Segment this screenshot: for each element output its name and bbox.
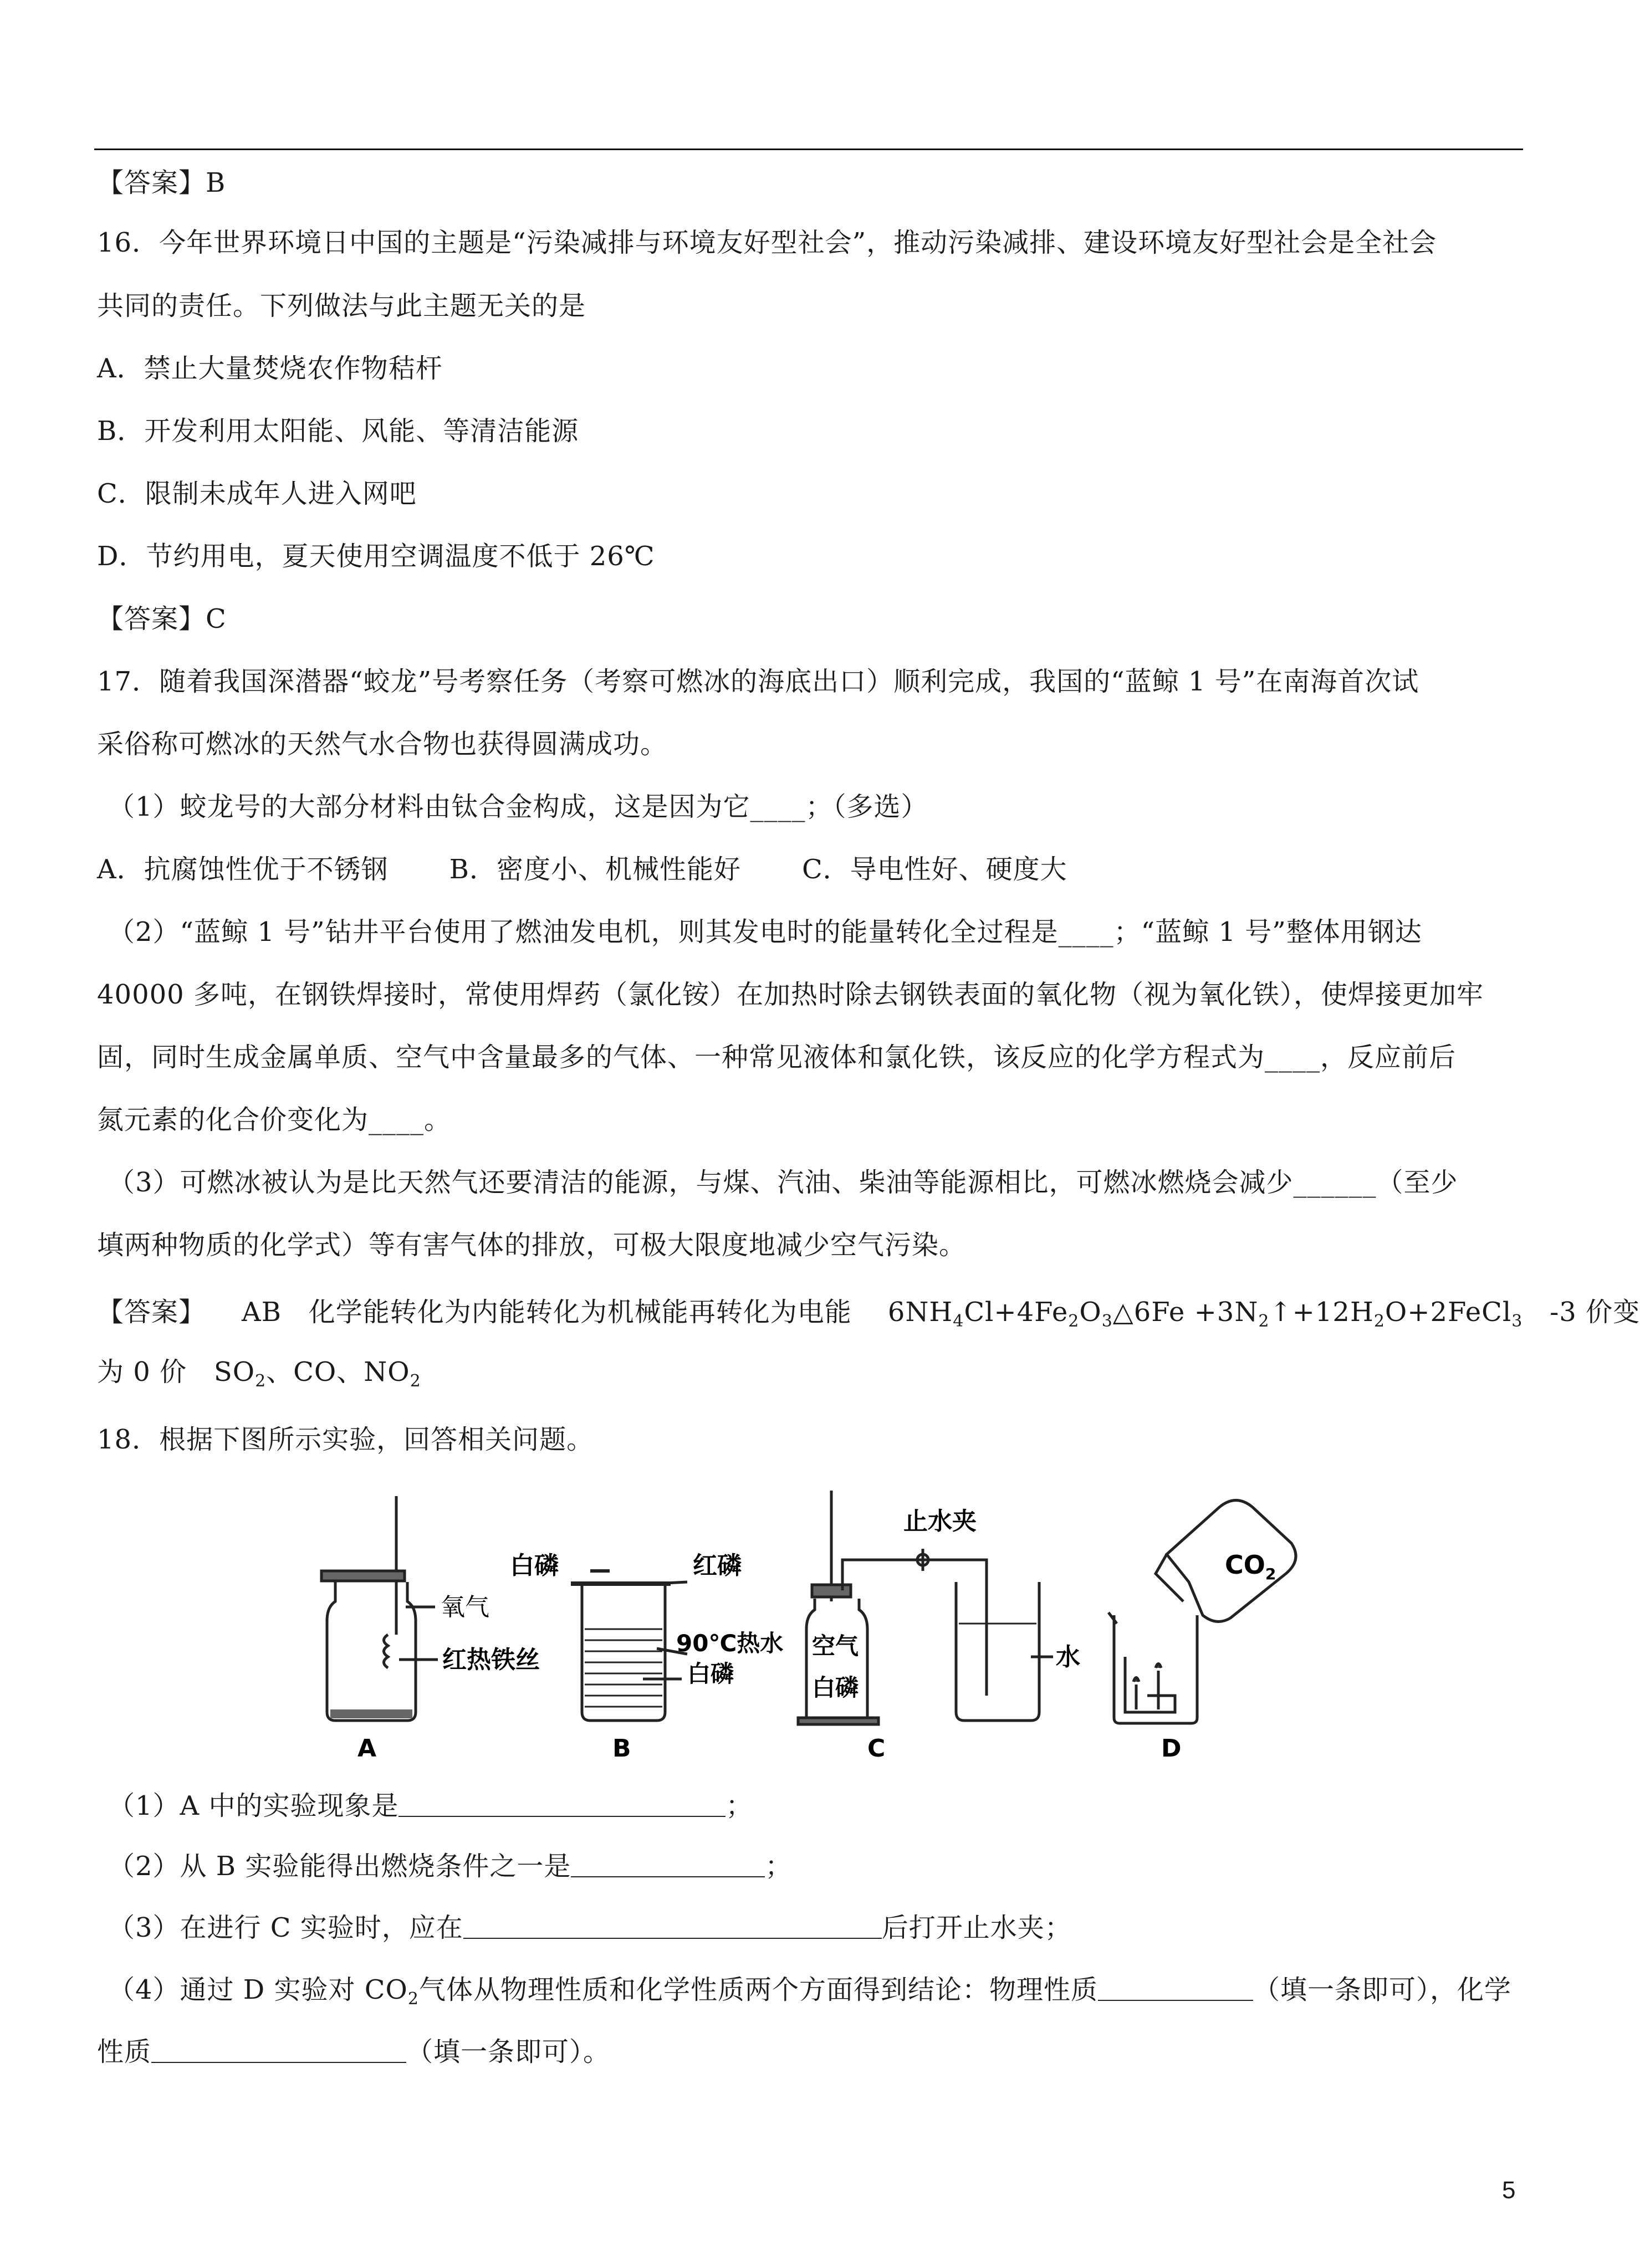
label-air: 空气 xyxy=(812,1632,859,1660)
option-c: C．导电性好、硬度大 xyxy=(801,854,1067,885)
question-18: 18．根据下图所示实验，回答相关问题。 xyxy=(97,1424,594,1455)
label-oxygen: 氧气 xyxy=(441,1593,489,1621)
label-red-phosphorus: 红磷 xyxy=(693,1552,742,1580)
question-17-line-2: 采俗称可燃冰的天然气水合物也获得圆满成功。 xyxy=(97,729,668,760)
question-16-option-d: D．节约用电，夏天使用空调温度不低于 26℃ xyxy=(97,541,655,572)
question-18-sub-3: （3）在进行 C 实验时，应在 后打开止水夹； xyxy=(108,1912,1072,1943)
question-17-sub-3-line-2: 填两种物质的化学式）等有害气体的排放，可极大限度地减少空气污染。 xyxy=(97,1230,967,1261)
page-number: 5 xyxy=(1502,2177,1516,2204)
label-red-hot-wire: 红热铁丝 xyxy=(442,1646,540,1674)
question-17-sub-2-line-2: 40000 多吨，在钢铁焊接时，常使用焊药（氯化铵）在加热时除去钢铁表面的氧化物（视为氧化铁），使焊接更加牢 xyxy=(97,979,1484,1010)
label-b: B xyxy=(612,1734,631,1763)
question-16-option-b: B．开发利用太阳能、风能、等清洁能源 xyxy=(97,416,579,447)
answer-16: 【答案】C xyxy=(97,603,227,634)
apparatus-a xyxy=(321,1496,438,1721)
option-a: A．抗腐蚀性优于不锈钢 xyxy=(97,854,389,885)
apparatus-b xyxy=(571,1571,687,1721)
label-co2: $CO_2$ xyxy=(1225,1550,1276,1583)
question-16-line-1: 16．今年世界环境日中国的主题是“污染减排与环境友好型社会”，推动污染减排、建设环境友好型社会是全社会 xyxy=(97,227,1437,258)
question-17-line-1: 17．随着我国深潜器“蛟龙”号考察任务（考察可燃冰的海底出口）顺利完成，我国的“蓝鲸 1 号”在南海首次试 xyxy=(97,666,1419,697)
question-16-option-a: A．禁止大量焚烧农作物秸杆 xyxy=(97,353,443,384)
label-white-phosphorus-top: 白磷 xyxy=(510,1552,559,1580)
question-16-line-2: 共同的责任。下列做法与此主题无关的是 xyxy=(97,290,586,321)
answer-energy: 化学能转化为内能转化为机械能再转化为电能 xyxy=(308,1297,852,1328)
answer-blank-5[interactable] xyxy=(151,2037,406,2063)
answer-valence-end: 为 0 价 xyxy=(97,1356,187,1388)
question-18-sub-2: （2）从 B 实验能得出燃烧条件之一是 ； xyxy=(108,1851,793,1882)
option-b: B．密度小、机械性能好 xyxy=(449,854,741,885)
question-17-sub-3-line-1: （3）可燃冰被认为是比天然气还要清洁的能源，与煤、汽油、柴油等能源相比，可燃冰燃烧会减少______（至少 xyxy=(108,1167,1458,1198)
apparatus-d xyxy=(1108,1501,1296,1724)
answer-blank-2[interactable] xyxy=(571,1852,765,1877)
answer-blank-1[interactable] xyxy=(398,1791,726,1817)
answer-gases: $SO_2$、CO、$NO_2$ xyxy=(213,1356,421,1391)
answer-valence: -3 价变 xyxy=(1550,1297,1640,1328)
question-18-sub-1: （1）A 中的实验现象是 ； xyxy=(108,1790,753,1821)
answer-blank-4[interactable] xyxy=(1098,1975,1253,2001)
answer-15: 【答案】B xyxy=(97,167,226,198)
answer-17-line-1 xyxy=(97,1297,1640,1331)
label-white-phosphorus-bottom: 白磷 xyxy=(687,1660,734,1687)
question-16-option-c: C．限制未成年人进入网吧 xyxy=(97,478,417,509)
answer-blank-3[interactable] xyxy=(463,1913,882,1939)
question-17-sub-1: （1）蛟龙号的大部分材料由钛合金构成，这是因为它____；（多选） xyxy=(108,791,928,822)
label-water-clamp: 止水夹 xyxy=(903,1507,977,1535)
answer-equation: $6NH_4Cl+4Fe_2O_3\triangle 6Fe$ $+3N_2↑+12H_2O+2FeCl_3$ xyxy=(887,1297,1523,1331)
experiment-figure xyxy=(310,1491,1319,1768)
label-d: D xyxy=(1161,1734,1182,1763)
label-water: 水 xyxy=(1056,1643,1080,1671)
answer-label: 【答案】 xyxy=(97,1297,206,1328)
label-hot-water: 90℃热水 xyxy=(676,1630,784,1657)
question-17-options xyxy=(97,854,1067,885)
header-rule xyxy=(94,149,1523,150)
label-a: A xyxy=(357,1734,377,1763)
answer-ab: AB xyxy=(242,1297,282,1328)
question-17-sub-2-line-1: （2）“蓝鲸 1 号”钻井平台使用了燃油发电机，则其发电时的能量转化全过程是____；“蓝鲸 1 号”整体用钢达 xyxy=(108,917,1422,948)
question-18-sub-4-line-2: 性质 （填一条即可）。 xyxy=(97,2036,611,2067)
question-18-sub-4-line-1: （4）通过 D 实验对 $CO_2$气体从物理性质和化学性质两个方面得到结论：物理性质 （填一条即可），化学 xyxy=(108,1974,1512,2009)
question-17-sub-2-line-4: 氮元素的化合价变化为____。 xyxy=(97,1104,452,1135)
label-white-phosphorus-c: 白磷 xyxy=(812,1674,859,1701)
answer-17-line-2 xyxy=(97,1356,421,1391)
label-c: C xyxy=(867,1734,886,1763)
question-17-sub-2-line-3: 固，同时生成金属单质、空气中含量最多的气体、一种常见液体和氯化铁，该反应的化学方程式为____，反应前后 xyxy=(97,1042,1457,1073)
